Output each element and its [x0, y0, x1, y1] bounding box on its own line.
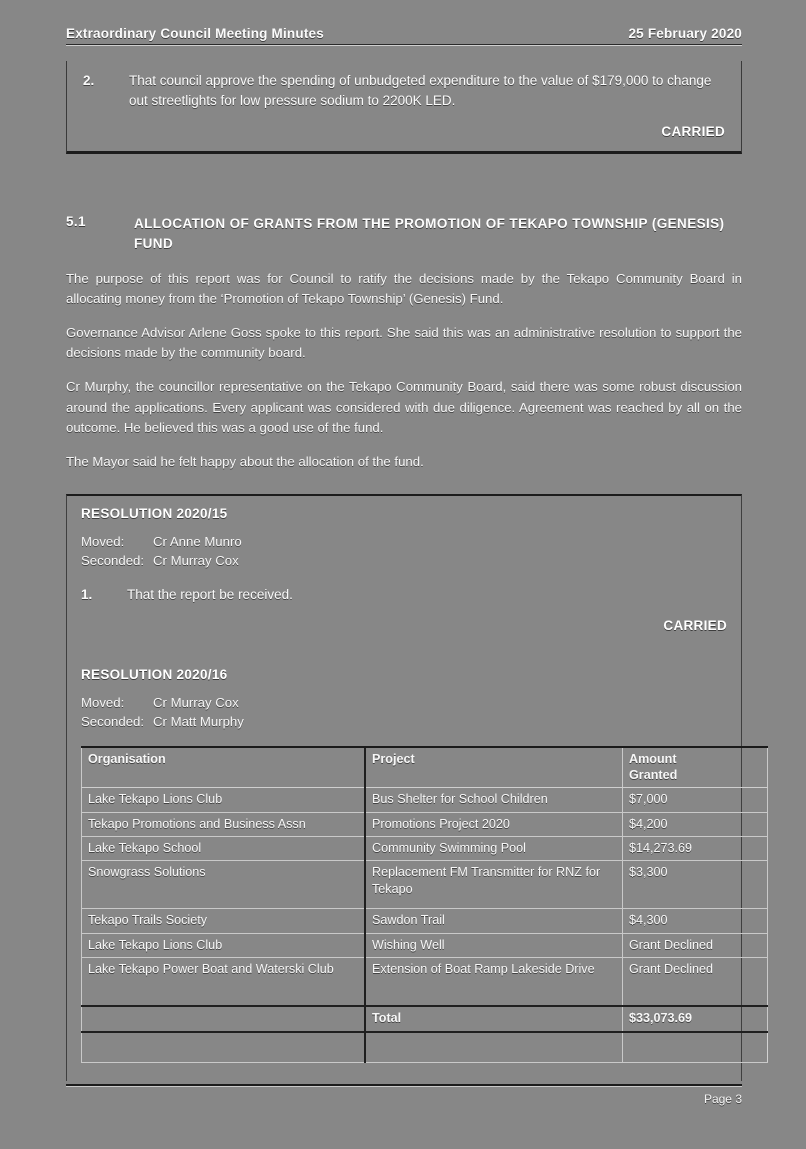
body-paragraph: The Mayor said he felt happy about the allocation of the fund. — [66, 453, 424, 469]
cell-amount: $3,300 — [623, 861, 768, 909]
seconded-name: Cr Murray Cox — [153, 552, 239, 568]
column-header-amount-line2: Granted — [629, 767, 678, 782]
moved-row — [81, 694, 727, 713]
cell-amount — [623, 1032, 768, 1063]
resolution-2020-15-item-number: 1. — [81, 586, 93, 602]
moved-label: Moved: — [81, 534, 125, 550]
footer-divider — [66, 1084, 742, 1086]
cell-organisation: Lake Tekapo School — [82, 837, 366, 861]
cell-amount: Grant Declined — [623, 958, 768, 1007]
grants-table — [81, 746, 768, 1063]
resolution-continued-outcome: CARRIED — [661, 124, 725, 140]
body-paragraph: The purpose of this report was for Council to ratify the decisions made by the Tekapo Community Board in allocating money from the ‘Promotion of Tekapo Township’ (Genesis) Fund. — [66, 270, 742, 306]
table-row — [82, 788, 768, 812]
resolution-2020-15-title: RESOLUTION 2020/15 — [81, 506, 228, 522]
moved-row — [81, 533, 727, 552]
table-row-empty — [82, 1032, 768, 1063]
resolution-2020-15-item — [81, 585, 727, 605]
resolution-2020-16 — [81, 667, 727, 731]
page-content — [66, 26, 742, 1081]
cell-amount: $14,273.69 — [623, 837, 768, 861]
resolution-2020-15-item-text: That the report be received. — [127, 586, 293, 602]
column-header-amount — [623, 747, 768, 788]
table-row — [82, 812, 768, 836]
cell-project: Promotions Project 2020 — [365, 812, 623, 836]
cell-project — [365, 1032, 623, 1063]
cell-organisation: Tekapo Trails Society — [82, 909, 366, 933]
cell-amount: Grant Declined — [623, 933, 768, 957]
cell-organisation — [82, 1006, 366, 1031]
body-paragraph: Governance Advisor Arlene Goss spoke to this report. She said this was an administrative resolution to support the decisions made by the community board. — [66, 325, 742, 361]
resolution-2020-15-outcome: CARRIED — [663, 618, 727, 634]
cell-total-amount: $33,073.69 — [623, 1006, 768, 1031]
page-header — [66, 26, 742, 41]
cell-project: Sawdon Trail — [365, 909, 623, 933]
table-row — [82, 933, 768, 957]
section-title: ALLOCATION OF GRANTS FROM THE PROMOTION OF TEKAPO TOWNSHIP (GENESIS) FUND — [134, 216, 725, 252]
cell-project: Community Swimming Pool — [365, 837, 623, 861]
cell-organisation: Snowgrass Solutions — [82, 861, 366, 909]
resolution-2020-16-movers — [81, 694, 727, 731]
moved-label: Moved: — [81, 695, 125, 711]
cell-project: Extension of Boat Ramp Lakeside Drive — [365, 958, 623, 1007]
page-number: Page 3 — [703, 1092, 742, 1106]
cell-organisation: Lake Tekapo Power Boat and Waterski Club — [82, 958, 366, 1007]
resolution-2020-15-movers — [81, 533, 727, 570]
header-title: Extraordinary Council Meeting Minutes — [66, 26, 324, 41]
cell-project: Bus Shelter for School Children — [365, 788, 623, 812]
cell-organisation: Tekapo Promotions and Business Assn — [82, 812, 366, 836]
cell-amount: $4,300 — [623, 909, 768, 933]
page-footer — [66, 1084, 742, 1106]
table-row — [82, 861, 768, 909]
resolution-2020-16-title: RESOLUTION 2020/16 — [81, 667, 228, 683]
resolution-continued-item-number: 2. — [83, 73, 95, 88]
cell-amount: $4,200 — [623, 812, 768, 836]
seconded-row — [81, 552, 727, 571]
resolution-region — [66, 494, 742, 1080]
header-divider — [66, 44, 742, 45]
body-paragraph: Cr Murphy, the councillor representative on the Tekapo Community Board, said there was some robust discussion around the applications. Every applicant was considered with due diligence. Agreement was reached by all on the outcome. He believed this was a good use of the fund. — [66, 379, 742, 435]
table-bottom-spacer — [67, 1063, 741, 1081]
section-number: 5.1 — [66, 214, 86, 230]
seconded-label: Seconded: — [81, 552, 145, 568]
cell-organisation: Lake Tekapo Lions Club — [82, 933, 366, 957]
header-date: 25 February 2020 — [628, 26, 742, 41]
column-header-project: Project — [365, 747, 623, 788]
table-row — [82, 958, 768, 1007]
column-header-amount-line1: Amount — [629, 751, 677, 766]
moved-name: Cr Murray Cox — [153, 695, 239, 711]
resolution-continued-item — [83, 71, 725, 110]
column-header-organisation: Organisation — [82, 747, 366, 788]
cell-organisation: Lake Tekapo Lions Club — [82, 788, 366, 812]
seconded-row — [81, 713, 727, 732]
table-row — [82, 837, 768, 861]
resolution-continued-item-text: That council approve the spending of unbudgeted expenditure to the value of $179,000 to change out streetlights for low pressure sodium to 2200K LED. — [129, 73, 712, 108]
grants-table-body — [82, 747, 768, 1062]
table-header-row — [82, 747, 768, 788]
resolution-2020-15 — [67, 506, 741, 732]
table-row — [82, 909, 768, 933]
cell-total-label: Total — [365, 1006, 623, 1031]
cell-project: Replacement FM Transmitter for RNZ for Tekapo — [365, 861, 623, 909]
seconded-label: Seconded: — [81, 713, 145, 729]
cell-organisation — [82, 1032, 366, 1063]
resolution-continued-box — [66, 61, 742, 154]
cell-project: Wishing Well — [365, 933, 623, 957]
moved-name: Cr Anne Munro — [153, 534, 242, 550]
cell-amount: $7,000 — [623, 788, 768, 812]
section-heading — [66, 214, 742, 255]
table-total-row — [82, 1006, 768, 1031]
seconded-name: Cr Matt Murphy — [153, 713, 244, 729]
resolution-spacer — [81, 633, 727, 667]
